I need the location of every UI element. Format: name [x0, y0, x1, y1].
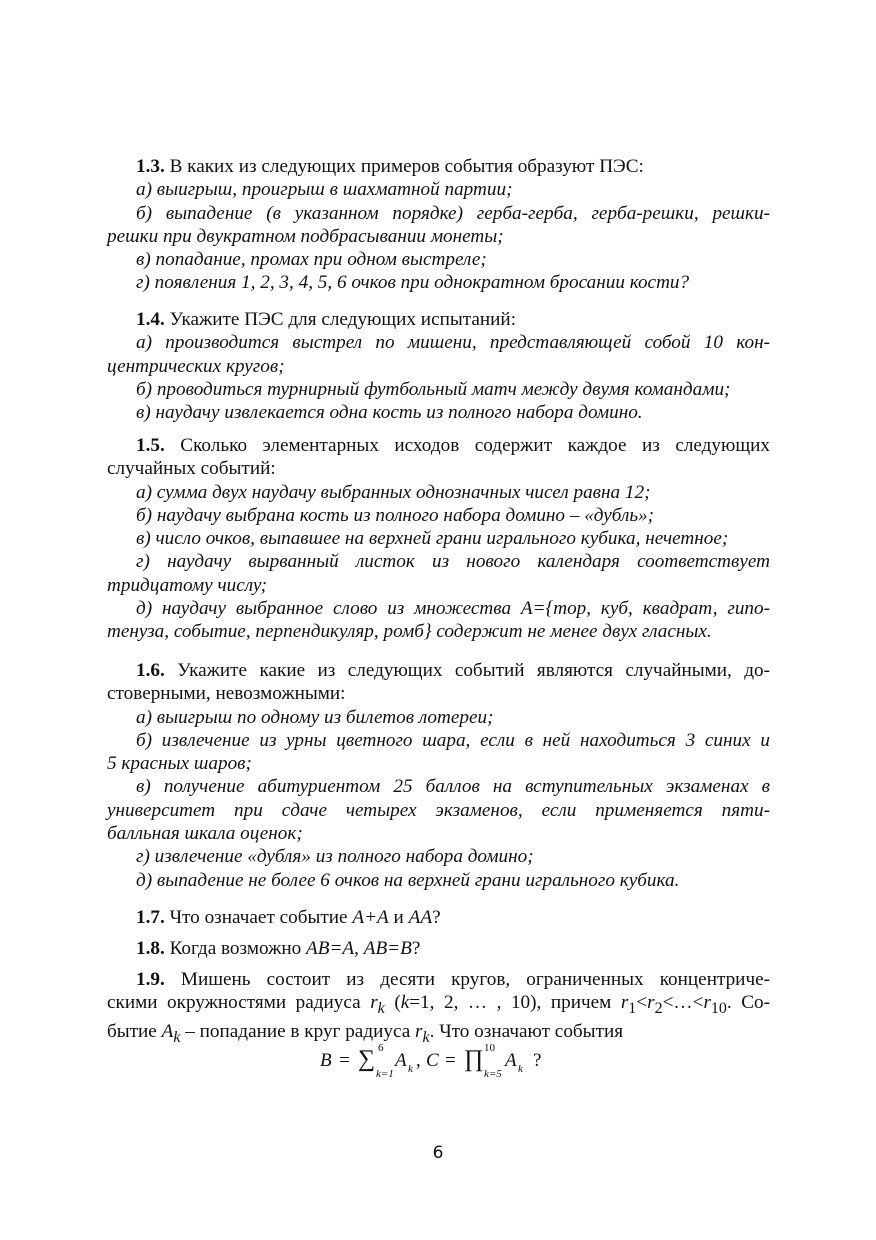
- formula-question: ?: [533, 1050, 542, 1071]
- problem-1-9-line1: 1.9. Мишень состоит из десяти кругов, ограниченных концентриче-: [136, 969, 771, 990]
- problem-1-7-question: 1.7. Что означает событие A+A и AA?: [136, 907, 441, 928]
- option-a-line2: центрических кругов;: [107, 355, 285, 377]
- formula-a: A: [505, 1050, 517, 1071]
- sum-symbol: ∑: [358, 1046, 376, 1072]
- formula-comma: ,: [416, 1050, 421, 1071]
- option-b: б) проводиться турнирный футбольный матч между двумя командами;: [136, 378, 731, 400]
- problem-1-5-question-line2: случайных событий:: [107, 458, 276, 480]
- expression: A+A: [352, 907, 389, 928]
- problem-1-4-question: 1.4. Укажите ПЭС для следующих испытаний:: [136, 309, 517, 330]
- formula-a: A: [395, 1050, 407, 1071]
- product-lower: k=5: [484, 1068, 502, 1080]
- problem-1-7: [107, 906, 770, 929]
- problem-1-9-line3: бытие $A_k$ – попадание в круг радиуса $r_k$. Что означают события: [107, 1021, 624, 1047]
- problem-number: 1.9.: [136, 969, 165, 990]
- problem-1-9-line2: скими окружностями радиуса $r_k$ (k=1, 2, … , 10), причем $r_1<r_2<\dots<r_{10}$. Со-: [107, 992, 771, 1018]
- option-a-line1: а) производится выстрел по мишени, представляющей собой 10 кон-: [136, 332, 770, 354]
- option-d: г) появления 1, 2, 3, 4, 5, 6 очков при однократном бросании кости?: [136, 272, 690, 294]
- problem-1-4: [107, 308, 770, 424]
- option-d: г) извлечение «дубля» из полного набора домино;: [136, 846, 534, 868]
- problem-1-6-question-line1: 1.6. Укажите какие из следующих событий являются случайными, до-: [136, 660, 770, 681]
- formula-eq: =: [339, 1050, 350, 1071]
- option-e-line1: д) наудачу выбранное слово из множества A={тор, куб, квадрат, гипо-: [136, 598, 770, 620]
- option-b-line2: решки при двукратном подбрасывании монеты;: [107, 225, 504, 247]
- problem-1-5: [107, 434, 770, 644]
- option-a: а) выигрыш по одному из билетов лотереи;: [136, 706, 494, 728]
- product-upper: 10: [484, 1042, 495, 1054]
- formula-b: B: [320, 1050, 332, 1071]
- option-e-line2: тенуза, событие, перпендикуляр, ромб} содержит не менее двух гласных.: [107, 621, 712, 643]
- option-c: в) попадание, промах при одном выстреле;: [136, 249, 487, 271]
- page-number: 6: [432, 1143, 444, 1163]
- option-b-line2: 5 красных шаров;: [107, 753, 252, 775]
- formula-c: C: [426, 1050, 439, 1071]
- problem-1-6-question-line2: стоверными, невозможными:: [107, 683, 346, 705]
- problem-1-6: [107, 659, 770, 892]
- problem-1-9: [107, 968, 770, 1050]
- option-b-line1: б) выпадение (в указанном порядке) герба-герба, герба-решки, решки-: [136, 202, 770, 224]
- option-a: а) сумма двух наудачу выбранных однозначных чисел равна 12;: [136, 481, 651, 503]
- problem-1-8: [107, 937, 770, 960]
- option-c-line1: в) получение абитуриентом 25 баллов на вступительных экзаменах в: [136, 776, 770, 798]
- problem-1-3-question: 1.3. В каких из следующих примеров события образуют ПЭС:: [136, 156, 644, 177]
- option-b: б) наудачу выбрана кость из полного набора домино – «дубль»;: [136, 504, 655, 526]
- product-symbol: ∏: [464, 1046, 484, 1072]
- problem-number: 1.8.: [136, 938, 165, 959]
- formula-eq: =: [445, 1050, 456, 1071]
- option-c: в) число очков, выпавшее на верхней грани игрального кубика, нечетное;: [136, 528, 729, 550]
- expression: AB=B: [363, 938, 412, 959]
- formula-a-sub: k: [518, 1063, 523, 1075]
- problem-1-3: [107, 155, 770, 295]
- sum-lower: k=1: [376, 1068, 394, 1080]
- option-d-line1: г) наудачу вырванный листок из нового календаря соответствует: [136, 551, 770, 573]
- option-a: а) выигрыш, проигрыш в шахматной партии;: [136, 179, 513, 201]
- problem-1-5-question-line1: 1.5. Сколько элементарных исходов содержит каждое из следующих: [136, 435, 771, 456]
- problem-number: 1.3.: [136, 156, 165, 177]
- sum-upper: 6: [378, 1042, 384, 1054]
- expression: AB=A: [306, 938, 355, 959]
- option-e: д) выпадение не более 6 очков на верхней грани игрального кубика.: [136, 869, 680, 891]
- option-b-line1: б) извлечение из урны цветного шара, если в ней находиться 3 синих и: [136, 729, 770, 751]
- problem-number: 1.6.: [136, 660, 165, 681]
- expression: AA: [408, 907, 433, 928]
- problem-number: 1.5.: [136, 435, 165, 456]
- problem-number: 1.4.: [136, 309, 165, 330]
- option-c-line2: университет при сдаче четырех экзаменов, если применяется пяти-: [107, 799, 770, 821]
- option-c: в) наудачу извлекается одна кость из полного набора домино.: [136, 402, 643, 424]
- option-d-line2: тридцатому числу;: [107, 574, 268, 596]
- problem-1-8-question: 1.8. Когда возможно AB=A, AB=B?: [136, 938, 421, 959]
- formula: [320, 1042, 580, 1086]
- formula-a-sub: k: [408, 1063, 413, 1075]
- problem-number: 1.7.: [136, 907, 165, 928]
- option-c-line3: балльная шкала оценок;: [107, 823, 303, 845]
